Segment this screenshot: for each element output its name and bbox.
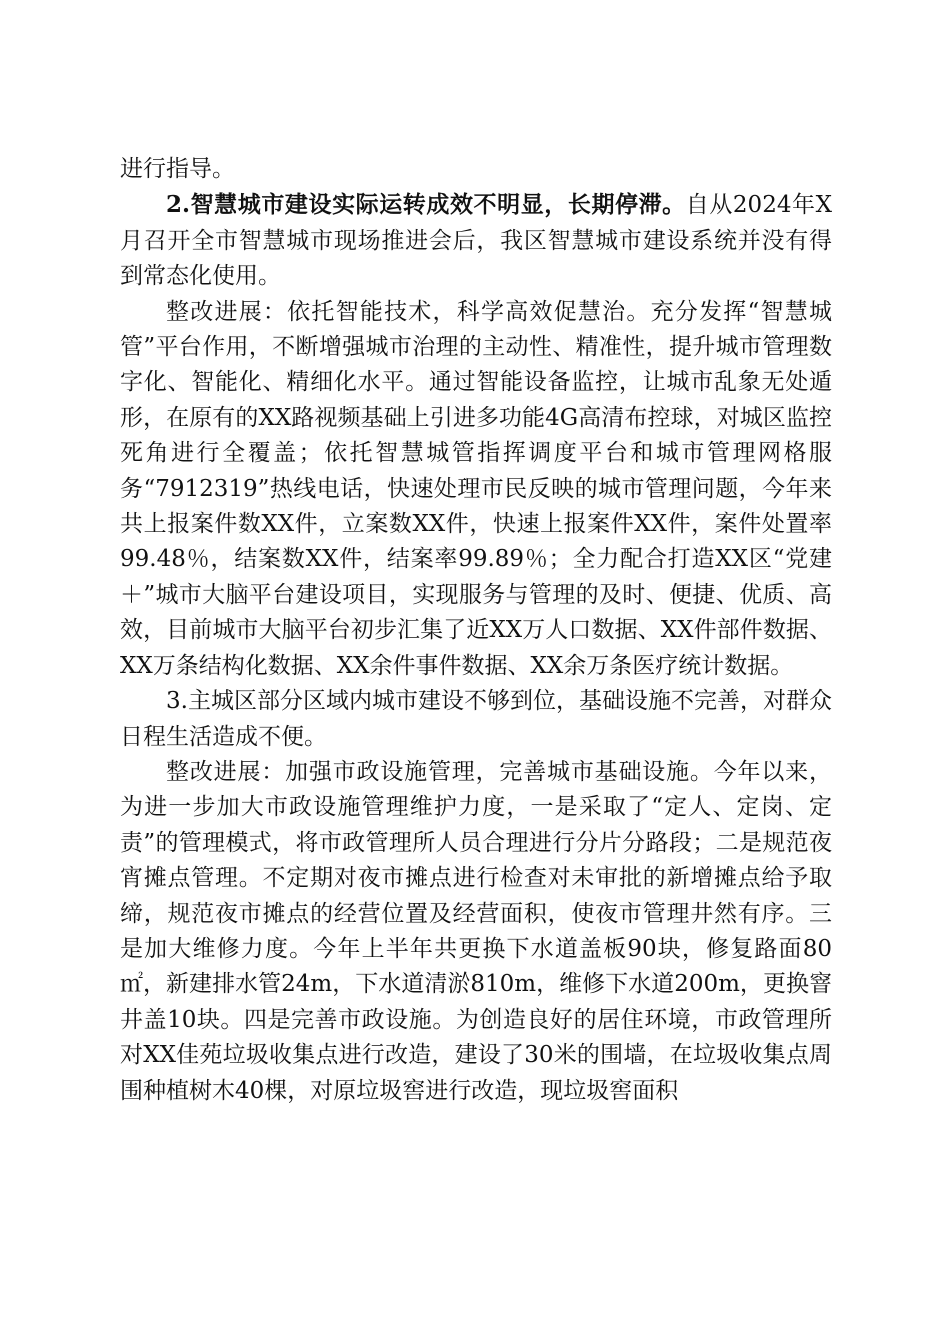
paragraph-text: 整改进展：依托智能技术，科学高效促慧治。充分发挥“智慧城管”平台作用，不断增强城市治理的主动性、精准性，提升城市管理数字化、智能化、精细化水平。通过智能设备监控，让城市乱象无处遁形，在原有的XX路视频基础上引进多功能4G高清布控球，对城区监控死角进行全覆盖；依托智慧城管指挥调度平台和城市管理网格服务“7912319”热线电话，快速处理市民反映的城市管理问题，今年来共上报案件数XX件，立案数XX件，快速上报案件XX件，案件处置率99.48％，结案数XX件，结案率99.89％；全力配合打造XX区“党建＋”城市大脑平台建设项目，实现服务与管理的及时、便捷、优质、高效，目前城市大脑平台初步汇集了近XX万人口数据、XX件部件数据、XX万条结构化数据、XX余件事件数据、XX余万条医疗统计数据。: [120, 298, 832, 679]
paragraph-text: 整改进展：加强市政设施管理，完善城市基础设施。今年以来，为进一步加大市政设施管理维护力度，一是采取了“定人、定岗、定责”的管理模式，将市政管理所人员合理进行分片分路段；二是规范夜宵摊点管理。不定期对夜市摊点进行检查对未审批的新增摊点给予取缔，规范夜市摊点的经营位置及经营面积，使夜市管理井然有序。三是加大维修力度。今年上半年共更换下水道盖板90块，修复路面80㎡，新建排水管24m，下水道清淤810m，维修下水道200m，更换窨井盖10块。四是完善市政设施。为创造良好的居住环境，市政管理所对XX佳苑垃圾收集点进行改造，建设了30米的围墙，在垃圾收集点周围种植树木40棵，对原垃圾窖进行改造，现垃圾窖面积: [120, 758, 832, 1104]
paragraph-text: 自从2024年X月召开全市智慧城市现场推进会后，我区智慧城市建设系统并没有得到常态化使用。: [120, 192, 832, 290]
paragraph-progress-2: [120, 295, 832, 684]
paragraph-item-3: [120, 684, 832, 755]
document-body: [120, 152, 832, 1109]
paragraph-item-2: [120, 187, 832, 294]
paragraph-text: 3.主城区部分区域内城市建设不够到位，基础设施不完善，对群众日程生活造成不便。: [120, 688, 832, 750]
paragraph-progress-3: [120, 755, 832, 1109]
paragraph-text: 进行指导。: [120, 156, 235, 182]
paragraph-continuation: [120, 152, 832, 187]
paragraph-heading-bold: 2.智慧城市建设实际运转成效不明显，长期停滞。: [166, 191, 686, 219]
